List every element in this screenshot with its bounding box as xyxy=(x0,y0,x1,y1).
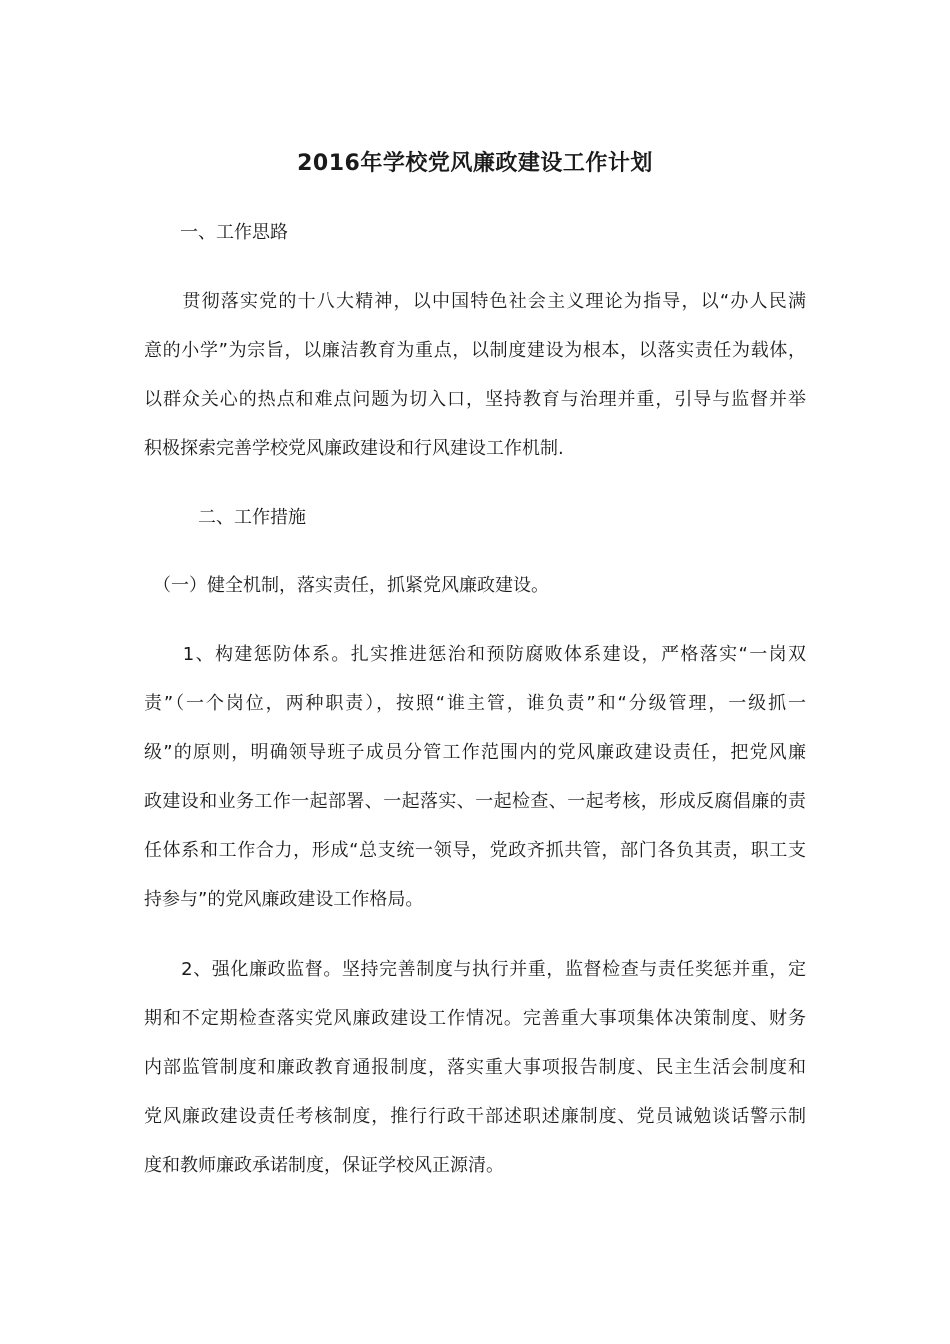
heading-work-approach: 一、工作思路 xyxy=(144,222,288,243)
paragraph-line: 任体系和工作合力，形成“总支统一领导，党政齐抓共管，部门各负其责，职工支 xyxy=(144,840,806,861)
paragraph-line: 度和教师廉政承诺制度，保证学校风正源清。 xyxy=(144,1155,504,1176)
paragraph-line: 党风廉政建设责任考核制度，推行行政干部述职述廉制度、党员诫勉谈话警示制 xyxy=(144,1106,806,1127)
paragraph-line: 意的小学”为宗旨，以廉洁教育为重点，以制度建设为根本，以落实责任为载体， xyxy=(144,340,806,361)
paragraph-line: 1、构建惩防体系。扎实推进惩治和预防腐败体系建设，严格落实“一岗双 xyxy=(144,644,806,665)
heading-work-measures: 二、工作措施 xyxy=(144,507,306,528)
paragraph-line: 积极探索完善学校党风廉政建设和行风建设工作机制. xyxy=(144,438,564,459)
paragraph-line: 持参与”的党风廉政建设工作格局。 xyxy=(144,889,424,910)
paragraph-line: 政建设和业务工作一起部署、一起落实、一起检查、一起考核，形成反腐倡廉的责 xyxy=(144,791,806,812)
paragraph-line: 以群众关心的热点和难点问题为切入口，坚持教育与治理并重，引导与监督并举 xyxy=(144,389,806,410)
paragraph-line: 贯彻落实党的十八大精神，以中国特色社会主义理论为指导，以“办人民满 xyxy=(144,291,806,312)
paragraph-line: 内部监管制度和廉政教育通报制度，落实重大事项报告制度、民主生活会制度和 xyxy=(144,1057,806,1078)
paragraph-line: 级”的原则，明确领导班子成员分管工作范围内的党风廉政建设责任，把党风廉 xyxy=(144,742,806,763)
document-title: 2016年学校党风廉政建设工作计划 xyxy=(297,151,653,176)
paragraph-line: 责”（一个岗位，两种职责），按照“谁主管，谁负责”和“分级管理，一级抓一 xyxy=(144,693,806,714)
paragraph-line: 2、强化廉政监督。坚持完善制度与执行并重，监督检查与责任奖惩并重，定 xyxy=(144,959,806,980)
paragraph-line: 期和不定期检查落实党风廉政建设工作情况。完善重大事项集体决策制度、财务 xyxy=(144,1008,806,1029)
subheading-mechanism: （一）健全机制，落实责任，抓紧党风廉政建设。 xyxy=(144,575,549,596)
